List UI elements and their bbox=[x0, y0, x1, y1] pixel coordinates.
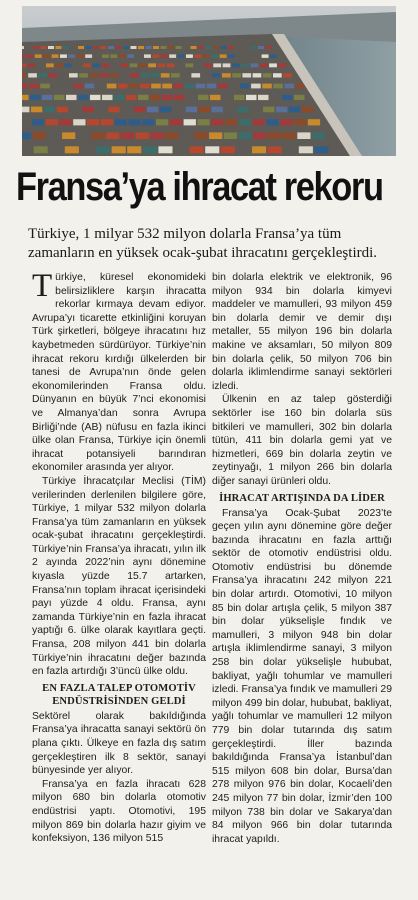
container-box bbox=[86, 46, 92, 49]
container-box bbox=[147, 107, 158, 113]
paragraph-sector: Sektörel olarak bakıldığında Fransa’ya ihracatta sanayi sektörü ön plana çıktı. Ülkeye en fazla dış satım gerçekleştiren ilk 8 sektör, sanayi bünyesinde yer alıyor. bbox=[32, 710, 206, 777]
container-box bbox=[239, 132, 252, 139]
container-box bbox=[27, 63, 35, 67]
container-box bbox=[90, 95, 101, 100]
container-box bbox=[196, 84, 206, 89]
container-box bbox=[169, 54, 176, 58]
container-box bbox=[22, 46, 24, 49]
container-box bbox=[270, 54, 277, 58]
container-box bbox=[40, 84, 50, 89]
container-box bbox=[258, 95, 269, 100]
container-box bbox=[22, 84, 28, 89]
container-box bbox=[205, 146, 219, 153]
container-box bbox=[220, 54, 227, 58]
container-box bbox=[152, 54, 159, 58]
container-box bbox=[115, 119, 127, 125]
container-box bbox=[268, 146, 282, 153]
container-box bbox=[241, 63, 249, 67]
container-box bbox=[276, 107, 287, 113]
container-box bbox=[83, 63, 91, 67]
container-box bbox=[106, 132, 119, 139]
container-box bbox=[223, 63, 231, 67]
container-box bbox=[120, 63, 128, 67]
container-box bbox=[107, 84, 117, 89]
container-box bbox=[138, 46, 144, 49]
container-box bbox=[92, 63, 100, 67]
container-box bbox=[225, 119, 237, 125]
container-box bbox=[314, 146, 328, 153]
container-box bbox=[138, 95, 149, 100]
container-box bbox=[123, 46, 129, 49]
container-box bbox=[108, 46, 114, 49]
photo-illustration bbox=[22, 6, 396, 156]
container-box bbox=[198, 95, 209, 100]
container-box bbox=[85, 54, 92, 58]
container-box bbox=[158, 146, 172, 153]
container-box bbox=[26, 54, 33, 58]
container-box bbox=[114, 95, 125, 100]
container-box bbox=[211, 54, 218, 58]
container-box bbox=[168, 46, 174, 49]
container-box bbox=[102, 54, 109, 58]
container-box bbox=[22, 63, 26, 67]
container-box bbox=[199, 107, 210, 113]
container-box bbox=[221, 46, 227, 49]
container-box bbox=[130, 73, 139, 77]
column-left bbox=[32, 268, 206, 846]
container-box bbox=[29, 84, 39, 89]
container-box bbox=[79, 73, 88, 77]
container-box bbox=[251, 84, 261, 89]
container-box bbox=[232, 63, 240, 67]
container-box bbox=[218, 84, 228, 89]
container-box bbox=[186, 107, 197, 113]
container-box bbox=[65, 63, 73, 67]
container-box bbox=[312, 132, 325, 139]
container-box bbox=[258, 46, 264, 49]
container-box bbox=[273, 84, 283, 89]
container-box bbox=[278, 63, 286, 67]
container-box bbox=[42, 95, 53, 100]
container-box bbox=[60, 54, 67, 58]
container-box bbox=[203, 54, 210, 58]
container-box bbox=[237, 107, 248, 113]
container-box bbox=[22, 132, 31, 139]
container-box bbox=[110, 73, 119, 77]
container-box bbox=[151, 84, 161, 89]
container-box bbox=[28, 73, 37, 77]
container-box bbox=[190, 146, 204, 153]
container-box bbox=[62, 132, 75, 139]
container-box bbox=[22, 107, 29, 113]
container-box bbox=[100, 73, 109, 77]
container-box bbox=[48, 46, 54, 49]
container-box bbox=[92, 132, 105, 139]
container-box bbox=[280, 119, 292, 125]
container-box bbox=[260, 63, 268, 67]
container-box bbox=[33, 46, 39, 49]
container-box bbox=[160, 107, 171, 113]
container-box bbox=[144, 54, 151, 58]
container-box bbox=[246, 95, 257, 100]
container-box bbox=[212, 73, 221, 77]
container-box bbox=[46, 119, 58, 125]
container-box bbox=[185, 84, 195, 89]
container-box bbox=[108, 107, 119, 113]
container-box bbox=[283, 73, 292, 77]
container-box bbox=[251, 46, 257, 49]
container-box bbox=[66, 95, 77, 100]
container-box bbox=[89, 73, 98, 77]
container-box bbox=[165, 132, 178, 139]
container-box bbox=[83, 107, 94, 113]
container-box bbox=[142, 119, 154, 125]
container-box bbox=[242, 73, 251, 77]
container-box bbox=[212, 107, 223, 113]
container-box bbox=[234, 95, 245, 100]
container-box bbox=[251, 63, 259, 67]
container-box bbox=[209, 132, 222, 139]
paragraph-intro bbox=[32, 268, 206, 475]
container-box bbox=[178, 54, 185, 58]
container-box bbox=[128, 119, 140, 125]
container-box bbox=[266, 119, 278, 125]
container-box bbox=[55, 63, 63, 67]
container-box bbox=[22, 54, 25, 58]
container-box bbox=[299, 146, 313, 153]
container-box bbox=[191, 46, 197, 49]
container-box bbox=[239, 119, 251, 125]
container-box bbox=[194, 54, 201, 58]
container-box bbox=[126, 95, 137, 100]
container-box bbox=[65, 146, 79, 153]
container-box bbox=[221, 146, 235, 153]
subheading-export-growth: İHRACAT ARTIŞINDA DA LİDER bbox=[219, 492, 385, 504]
container-box bbox=[127, 146, 141, 153]
container-box bbox=[22, 73, 27, 77]
container-box bbox=[38, 73, 47, 77]
container-box bbox=[59, 119, 71, 125]
container-box bbox=[140, 73, 149, 77]
container-box bbox=[186, 54, 193, 58]
container-box bbox=[296, 84, 306, 89]
container-box bbox=[101, 119, 113, 125]
port-container-yard-photo bbox=[22, 6, 396, 156]
container-box bbox=[33, 132, 46, 139]
container-box bbox=[253, 73, 262, 77]
container-box bbox=[136, 132, 149, 139]
container-box bbox=[228, 46, 234, 49]
container-box bbox=[31, 107, 42, 113]
column-right bbox=[212, 271, 392, 846]
container-box bbox=[102, 63, 110, 67]
container-box bbox=[211, 119, 223, 125]
container-box bbox=[112, 146, 126, 153]
container-box bbox=[151, 73, 160, 77]
container-box bbox=[69, 73, 78, 77]
container-box bbox=[282, 95, 293, 100]
container-box bbox=[167, 63, 175, 67]
container-box bbox=[297, 132, 310, 139]
container-box bbox=[240, 84, 250, 89]
container-box bbox=[44, 107, 55, 113]
container-box bbox=[129, 84, 139, 89]
paragraph-automotive: Fransa’ya en fazla ihracatı 628 milyon 680 bin dolarla otomotiv endüstrisi yaptı. Otomotivi, 195 milyon 869 bin dolarla hazır giyim ve konfeksiyon, 136 milyon 515 bbox=[32, 778, 206, 845]
container-box bbox=[140, 84, 150, 89]
container-box bbox=[134, 107, 145, 113]
container-box bbox=[119, 54, 126, 58]
container-box bbox=[74, 84, 84, 89]
container-box bbox=[268, 132, 281, 139]
container-box bbox=[273, 73, 282, 77]
container-box bbox=[302, 107, 313, 113]
container-box bbox=[57, 107, 68, 113]
container-box bbox=[34, 146, 48, 153]
container-box bbox=[204, 63, 212, 67]
container-box bbox=[161, 54, 168, 58]
container-box bbox=[102, 95, 113, 100]
container-box bbox=[150, 132, 163, 139]
container-box bbox=[73, 119, 85, 125]
headline: Fransa’ya ihracat rekoru bbox=[16, 165, 383, 209]
container-box bbox=[224, 132, 237, 139]
container-box bbox=[110, 54, 117, 58]
container-box bbox=[173, 84, 183, 89]
container-box bbox=[78, 95, 89, 100]
container-box bbox=[46, 63, 54, 67]
container-box bbox=[284, 84, 294, 89]
container-box bbox=[150, 95, 161, 100]
container-box bbox=[197, 119, 209, 125]
container-box bbox=[131, 46, 137, 49]
container-box bbox=[213, 46, 219, 49]
container-box bbox=[77, 54, 84, 58]
container-box bbox=[262, 84, 272, 89]
container-box bbox=[253, 132, 266, 139]
container-box bbox=[101, 46, 107, 49]
container-box bbox=[174, 95, 185, 100]
container-box bbox=[308, 119, 320, 125]
container-box bbox=[194, 132, 207, 139]
container-box bbox=[87, 119, 99, 125]
container-box bbox=[191, 73, 200, 77]
container-box bbox=[116, 46, 122, 49]
container-box bbox=[85, 84, 95, 89]
container-box bbox=[294, 119, 306, 125]
container-box bbox=[146, 46, 152, 49]
container-box bbox=[130, 63, 138, 67]
paragraph-intro-text: ürkiye, küresel ekonomideki belirsizliklere karşın ihracatta rekorlar kırmaya devam ediyor. Avrupa’yı ticarette etkinliğini koruyan Türk şirketleri, bölgeye ihracatını hız kaybetmeden sürdürüyor. Türkiye’nin ihracat rekoru kırdığı ülkelerden bir tanesi de Avrupa’nın önde gelen ekonomilerinden Fransa oldu. Dünyanın en büyük 7’nci ekonomisi ve Almanya’dan sonra Avrupa Birliği’nde (AB) nüfusu en fazla ikinci ülke olan Fransa, Türkiye için önemli ihracat potansiyeli barındıran ekonomiler arasında yer alıyor. bbox=[32, 272, 206, 474]
container-box bbox=[198, 46, 204, 49]
container-box bbox=[263, 73, 272, 77]
container-box bbox=[263, 107, 274, 113]
container-box bbox=[176, 46, 182, 49]
subheading-automotive: EN FAZLA TALEP OTOMOTİV ENDÜSTRİSİNDEN GELDİ bbox=[42, 682, 196, 707]
paragraph-sectors-list: bin dolarla elektrik ve elektronik, 96 milyon 934 bin dolarla kimyevi maddeler ve mamulleri, 93 milyon 459 bin dolarla demir ve demir dışı metaller, 55 milyon 196 bin dolarla makine ve aksamları, 50 milyon 809 bin dolarla çelik, 50 milyon 706 bin dolarla iklimlendirme sanayi sektörleri izledi. bbox=[212, 272, 392, 392]
container-box bbox=[269, 63, 277, 67]
container-box bbox=[35, 54, 42, 58]
container-box bbox=[153, 46, 159, 49]
container-box bbox=[222, 73, 231, 77]
container-box bbox=[289, 107, 300, 113]
container-box bbox=[262, 54, 269, 58]
container-box bbox=[252, 146, 266, 153]
container-box bbox=[213, 63, 221, 67]
container-box bbox=[253, 119, 265, 125]
dropcap: T bbox=[32, 268, 53, 304]
container-box bbox=[96, 146, 110, 153]
container-box bbox=[30, 95, 41, 100]
container-box bbox=[171, 73, 180, 77]
container-box bbox=[294, 95, 305, 100]
container-box bbox=[49, 73, 58, 77]
container-box bbox=[63, 46, 69, 49]
container-box bbox=[32, 119, 44, 125]
container-box bbox=[41, 46, 47, 49]
container-box bbox=[43, 54, 50, 58]
container-box bbox=[266, 46, 272, 49]
container-box bbox=[158, 63, 166, 67]
container-box bbox=[207, 84, 217, 89]
container-box bbox=[56, 46, 62, 49]
container-box bbox=[162, 95, 173, 100]
container-box bbox=[52, 54, 59, 58]
paragraph-growth: Fransa’ya Ocak-Şubat 2023’te geçen yılın aynı dönemine göre değer bazında ihracatını en fazla arttığı sektör de otomotiv endüstrisi oldu. Otomotiv endüstrisi bu dönemde Fransa’ya ihracatını 242 milyon 221 bin dolar artırdı. Otomotivi, 10 milyon 85 bin dolar artışla çelik, 5 milyon 387 bin dolar yükselişle fındık ve mamulleri, 3 milyon 948 bin dolar artışla iklimlendirme sanayi, 3 milyon 258 bin dolar yükselişle hububat, bakliyat, yağlı tohumlar ve mamulleri izledi. Fransa’ya fındık ve mamulleri 29 milyon 499 bin dolar, hububat, bakliyat, yağlı tohumlar ve mamulleri 12 milyon 779 bin dolar tutarında dış satım gerçekleştirdi. İller bazında bakıldığında Fransa’ya İstanbul’dan 515 milyon 608 bin dolar, Bursa’dan 278 milyon 976 bin dolar, Kocaeli’den 245 milyon 77 bin dolar, İzmir’den 100 milyon 738 bin dolar ve Sakarya’dan 84 milyon 966 bin dolar tutarında ihracat yapıldı. bbox=[212, 507, 392, 845]
paragraph-least-demand: Ülkenin en az talep gösterdiği sektörler ise 160 bin dolarla süs bitkileri ve mamulleri, 302 bin dolarla tütün, 411 bin dolarla gemi yat ve hizmetleri, 669 bin dolarla zeytin ve zeytinyağı, 1 milyon 266 bin dolarla diğer sanayi ürünleri oldu. bbox=[212, 394, 392, 487]
container-box bbox=[139, 63, 147, 67]
container-box bbox=[22, 95, 29, 100]
container-box bbox=[127, 54, 134, 58]
container-box bbox=[118, 84, 128, 89]
container-box bbox=[161, 73, 170, 77]
container-box bbox=[210, 95, 221, 100]
container-box bbox=[161, 46, 167, 49]
container-box bbox=[54, 95, 65, 100]
container-box bbox=[93, 46, 99, 49]
container-box bbox=[148, 63, 156, 67]
container-box bbox=[143, 146, 157, 153]
container-box bbox=[68, 54, 75, 58]
container-box bbox=[156, 119, 168, 125]
container-box bbox=[283, 132, 296, 139]
container-box bbox=[78, 46, 84, 49]
container-box bbox=[228, 54, 235, 58]
container-box bbox=[170, 119, 182, 125]
container-box bbox=[232, 73, 241, 77]
container-box bbox=[162, 84, 172, 89]
container-box bbox=[206, 46, 212, 49]
container-box bbox=[184, 119, 196, 125]
container-box bbox=[121, 132, 134, 139]
container-box bbox=[185, 63, 193, 67]
paragraph-tim: Türkiye İhracatçılar Meclisi (TİM) verilerinden derlenilen bilgilere göre, Türkiye, 1 milyar 532 milyon dolarla Fransa’ya tüm zamanların en yüksek ocak-şubat ihracatını gerçekleştirdi. Türkiye’nin Fransa’ya ihracatı, yılın ilk 2 ayında 2022’nin aynı dönemine kıyasla yüzde 15.7 artarken, Fransa’nın toplam ihracat içerisindeki payı yüzde 4 oldu. Fransa, aynı zamanda Türkiye’nin en fazla ihracat yaptığı 6. ülke olarak kayıtlara geçti. Fransa, 208 milyon 441 bin dolarla Türkiye’nin ihracatını değer bazında en fazla artırdığı 3’üncü ülke oldu. bbox=[32, 475, 206, 678]
deck-summary: Türkiye, 1 milyar 532 milyon dolarla Fransa’ya tüm zamanların en yüksek ocak-şubat ihracatını gerçekleştirdi. bbox=[28, 226, 378, 261]
